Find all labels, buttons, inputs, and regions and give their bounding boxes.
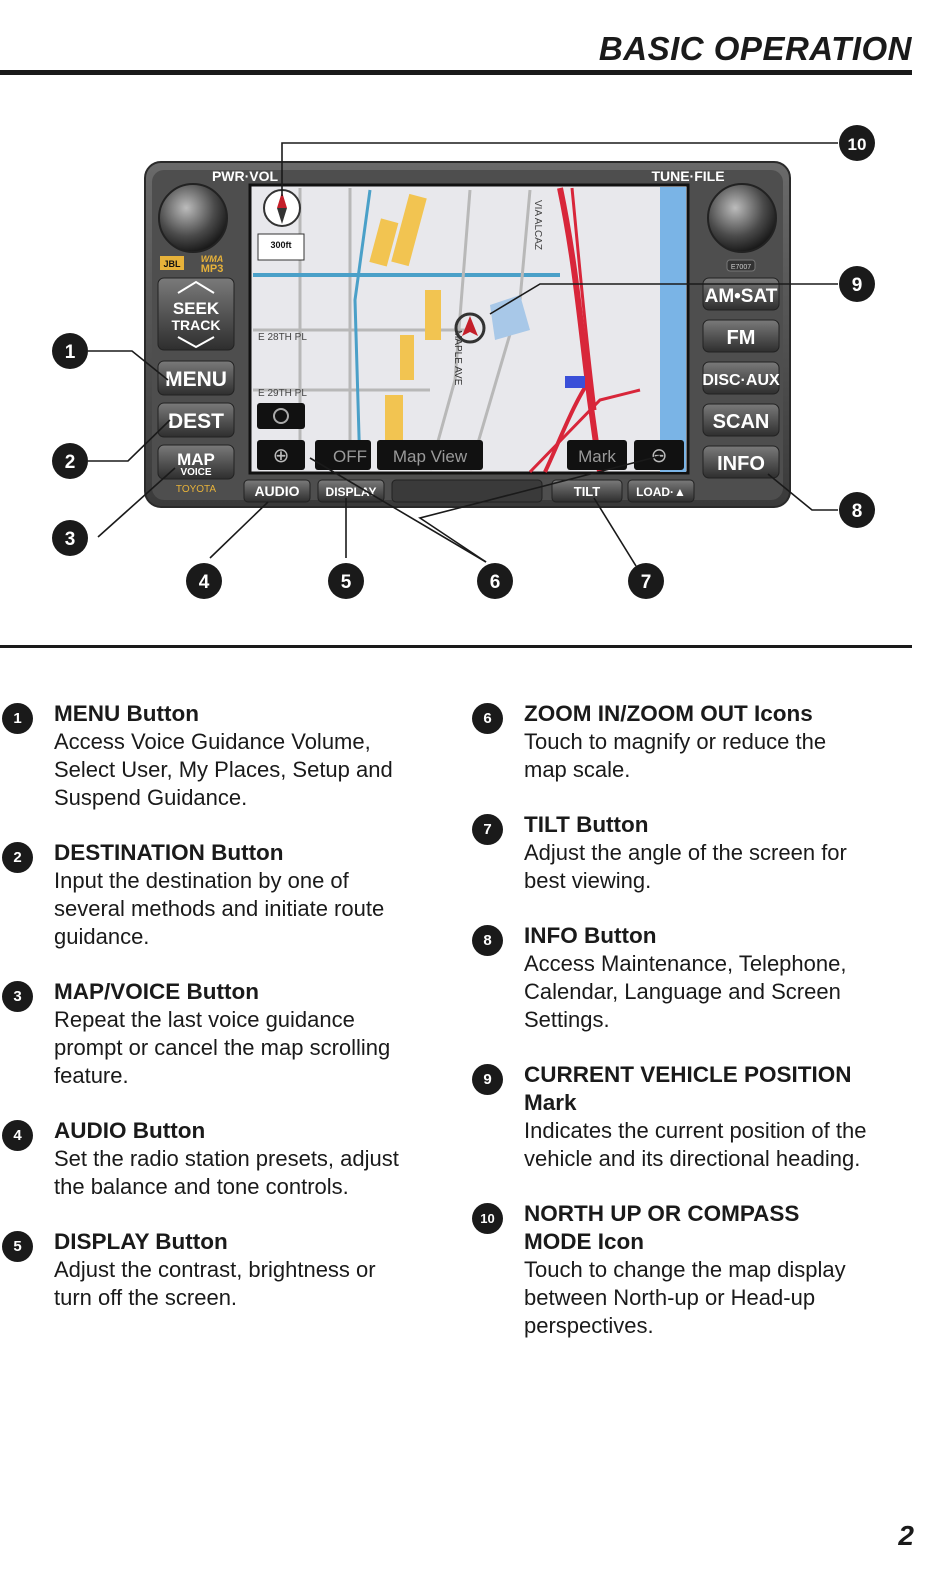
- unit-label: DISPLAY: [325, 485, 377, 499]
- unit-label: AM•SAT: [704, 286, 778, 307]
- item-title: CURRENT VEHICLE POSITION Mark: [524, 1062, 852, 1115]
- description-item: [0, 978, 400, 1090]
- unit-label: MENU: [165, 368, 227, 391]
- item-title: DISPLAY Button: [54, 1229, 228, 1254]
- item-title: AUDIO Button: [54, 1118, 206, 1143]
- item-title: DESTINATION Button: [54, 840, 284, 865]
- street-label-28th: E 28TH PL: [258, 332, 307, 343]
- item-body: Indicates the current position of the vehicle and its directional heading.: [524, 1118, 867, 1171]
- unit-label: SCAN: [712, 411, 770, 433]
- tune-file-label: TUNE·FILE: [651, 168, 725, 184]
- left-button-stack: [158, 278, 234, 495]
- unit-label: JBL: [163, 259, 181, 269]
- wma-logo: WMA: [200, 254, 224, 264]
- unit-label: 5: [340, 572, 352, 593]
- unit-label: SEEK: [172, 299, 220, 318]
- description-item: [0, 839, 400, 951]
- off-label: OFF: [333, 447, 367, 466]
- section-divider: [0, 645, 912, 648]
- unit-label: 9: [851, 275, 863, 296]
- zoom-out-icon: ⊖: [650, 443, 668, 467]
- item-number-badge: 7: [472, 814, 503, 845]
- page-number: 2: [898, 1520, 914, 1551]
- unit-label: 2: [64, 452, 76, 473]
- item-body: Adjust the angle of the screen for best viewing.: [524, 840, 847, 893]
- right-button-stack: [702, 278, 780, 478]
- description-item: [470, 1200, 870, 1340]
- item-number-badge: 10: [472, 1203, 503, 1234]
- navigation-unit-illustration: [0, 100, 950, 620]
- unit-label: VOICE: [180, 467, 212, 478]
- item-number-badge: 9: [472, 1064, 503, 1095]
- unit-label: 7: [640, 572, 652, 593]
- item-number-badge: 1: [2, 703, 33, 734]
- unit-label: 4: [198, 572, 210, 593]
- item-title: INFO Button: [524, 923, 657, 948]
- unit-label: DISC·AUX: [702, 372, 780, 389]
- item-number-badge: 4: [2, 1120, 33, 1151]
- toyota-brand: TOYOTA: [175, 484, 217, 495]
- description-item: [470, 700, 870, 784]
- mark-label: Mark: [578, 447, 616, 466]
- description-item: [470, 1061, 870, 1173]
- item-number-badge: 3: [2, 981, 33, 1012]
- unit-label: 8: [851, 501, 863, 522]
- item-body: Set the radio station presets, adjust the balance and tone controls.: [54, 1146, 399, 1199]
- descriptions-left: [0, 700, 400, 1339]
- description-item: [470, 811, 870, 895]
- model-code: E7007: [730, 264, 752, 271]
- description-item: [0, 1228, 400, 1312]
- unit-label: TRACK: [171, 317, 221, 333]
- unit-label: AUDIO: [254, 483, 300, 499]
- tune-file-knob: [708, 184, 776, 252]
- item-body: Access Maintenance, Telephone, Calendar, Language and Screen Settings.: [524, 951, 847, 1032]
- item-title: ZOOM IN/ZOOM OUT Icons: [524, 701, 813, 726]
- pwr-vol-label: PWR·VOL: [211, 168, 279, 184]
- unit-label: FM: [726, 327, 756, 349]
- item-number-badge: 5: [2, 1231, 33, 1262]
- item-body: Input the destination by one of several methods and initiate route guidance.: [54, 868, 385, 949]
- item-title: TILT Button: [524, 812, 649, 837]
- unit-label: 6: [489, 572, 501, 593]
- item-number-badge: 2: [2, 842, 33, 873]
- item-body: Touch to change the map display between North-up or Head-up perspectives.: [524, 1257, 846, 1338]
- unit-label: INFO: [717, 453, 765, 475]
- map-view-label: Map View: [392, 447, 468, 466]
- description-item: [470, 922, 870, 1034]
- item-number-badge: 8: [472, 925, 503, 956]
- unit-label: DEST: [167, 410, 225, 433]
- unit-label: TILT: [573, 484, 601, 499]
- navigation-unit-figure: [0, 100, 950, 620]
- street-label-29th: E 29TH PL: [258, 388, 307, 399]
- description-item: [0, 1117, 400, 1201]
- item-body: Access Voice Guidance Volume, Select User, My Places, Setup and Suspend Guidance.: [54, 729, 393, 810]
- item-body: Adjust the contrast, brightness or turn off the screen.: [54, 1257, 376, 1310]
- top-rule: [0, 70, 912, 75]
- unit-label: 3: [64, 529, 76, 550]
- map-icon-button: [257, 403, 305, 429]
- item-title: NORTH UP OR COMPASS MODE Icon: [524, 1201, 800, 1254]
- item-body: Touch to magnify or reduce the map scale.: [524, 729, 827, 782]
- item-title: MENU Button: [54, 701, 199, 726]
- item-number-badge: 6: [472, 703, 503, 734]
- item-title: MAP/VOICE Button: [54, 979, 259, 1004]
- unit-label: LOAD·▲: [636, 485, 686, 499]
- unit-label: 10: [847, 135, 867, 154]
- zoom-in-icon: ⊕: [272, 443, 290, 467]
- pwr-vol-knob: [159, 184, 227, 252]
- descriptions-right: [470, 700, 870, 1367]
- street-label-maple: MAPLE AVE: [452, 330, 463, 386]
- mp3-logo: MP3: [200, 263, 224, 275]
- description-item: [0, 700, 400, 812]
- street-label-via: VIA ALCAZ: [532, 200, 543, 251]
- unit-label: 1: [64, 342, 76, 363]
- page-title: BASIC OPERATION: [598, 30, 912, 67]
- scale-label: 300ft: [270, 240, 292, 250]
- item-body: Repeat the last voice guidance prompt or cancel the map scrolling feature.: [54, 1007, 391, 1088]
- unit-label: MAP: [177, 450, 215, 469]
